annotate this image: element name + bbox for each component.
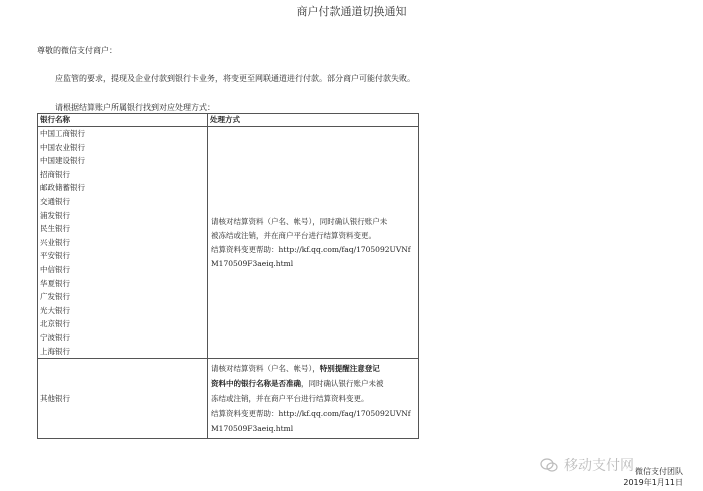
wechat-icon xyxy=(540,458,558,472)
other-method-cell xyxy=(208,359,419,439)
bank-name: 中国工商银行 xyxy=(40,129,85,138)
bank-name: 光大银行 xyxy=(40,305,70,315)
method-cell xyxy=(208,127,419,359)
method-line: 请核对结算资料（户名、帐号），特别提醒注意登记 xyxy=(211,364,380,374)
bank-name: 北京银行 xyxy=(40,319,70,329)
notice-paragraph: 应监管的要求，提现及企业付款到银行卡业务，将变更至网联通道进行付款。部分商户可能付款失败。 xyxy=(55,74,415,83)
other-bank-cell: 其他银行 xyxy=(38,359,208,439)
bank-name: 中国农业银行 xyxy=(40,142,85,152)
bank-name: 招商银行 xyxy=(40,169,70,179)
signature-date: 2019年1月11日 xyxy=(623,478,683,487)
greeting: 尊敬的微信支付商户： xyxy=(37,46,117,55)
table-header-row xyxy=(38,114,419,127)
bank-name: 兴业银行 xyxy=(40,237,70,247)
signature-team: 微信支付团队 xyxy=(635,467,683,476)
method-line: 被冻结或注销，并在商户平台进行结算资料变更。 xyxy=(211,230,376,240)
help-link-cont[interactable]: M170509F3aeiq.html xyxy=(211,424,294,434)
bank-name: 中国建设银行 xyxy=(40,156,85,166)
bank-name: 邮政储蓄银行 xyxy=(40,183,85,193)
bank-name: 宁波银行 xyxy=(40,332,70,342)
help-link[interactable]: 结算资料变更帮助：http://kf.qq.com/faq/1705092UVNf xyxy=(211,409,411,419)
bank-name: 广发银行 xyxy=(40,292,70,302)
header-method: 处理方式 xyxy=(208,114,419,127)
bold-warning: 资料中的银行名称是否准确 xyxy=(211,379,301,389)
method-line: 冻结或注销，并在商户平台进行结算资料变更。 xyxy=(211,394,369,404)
help-link-cont[interactable]: M170509F3aeiq.html xyxy=(211,258,294,268)
table-row xyxy=(38,359,419,439)
page-title: 商户付款通道切换通知 xyxy=(296,5,407,18)
bank-name: 上海银行 xyxy=(40,346,70,356)
method-line: 请核对结算资料（户名、帐号），同时确认银行账户未 xyxy=(211,216,388,226)
bank-name: 交通银行 xyxy=(40,196,70,206)
bank-list-cell xyxy=(38,127,208,359)
table-row xyxy=(38,127,419,359)
bank-table xyxy=(37,113,419,439)
bank-name: 华夏银行 xyxy=(40,278,70,288)
bank-name: 民生银行 xyxy=(40,224,70,234)
bank-name: 平安银行 xyxy=(40,251,70,261)
watermark xyxy=(540,455,634,475)
watermark-text: 移动支付网 xyxy=(564,458,634,474)
instruction-text: 请根据结算账户所属银行找到对应处理方式： xyxy=(55,103,215,112)
header-bank-name: 银行名称 xyxy=(38,114,208,127)
bank-name: 浦发银行 xyxy=(40,210,70,220)
bank-name: 中信银行 xyxy=(40,264,70,274)
method-line: 资料中的银行名称是否准确，同时确认银行账户未被 xyxy=(211,379,384,389)
help-link[interactable]: 结算资料变更帮助：http://kf.qq.com/faq/1705092UVNf xyxy=(211,244,411,254)
signature xyxy=(623,466,683,488)
bold-warning: 特别提醒注意登记 xyxy=(319,364,380,374)
